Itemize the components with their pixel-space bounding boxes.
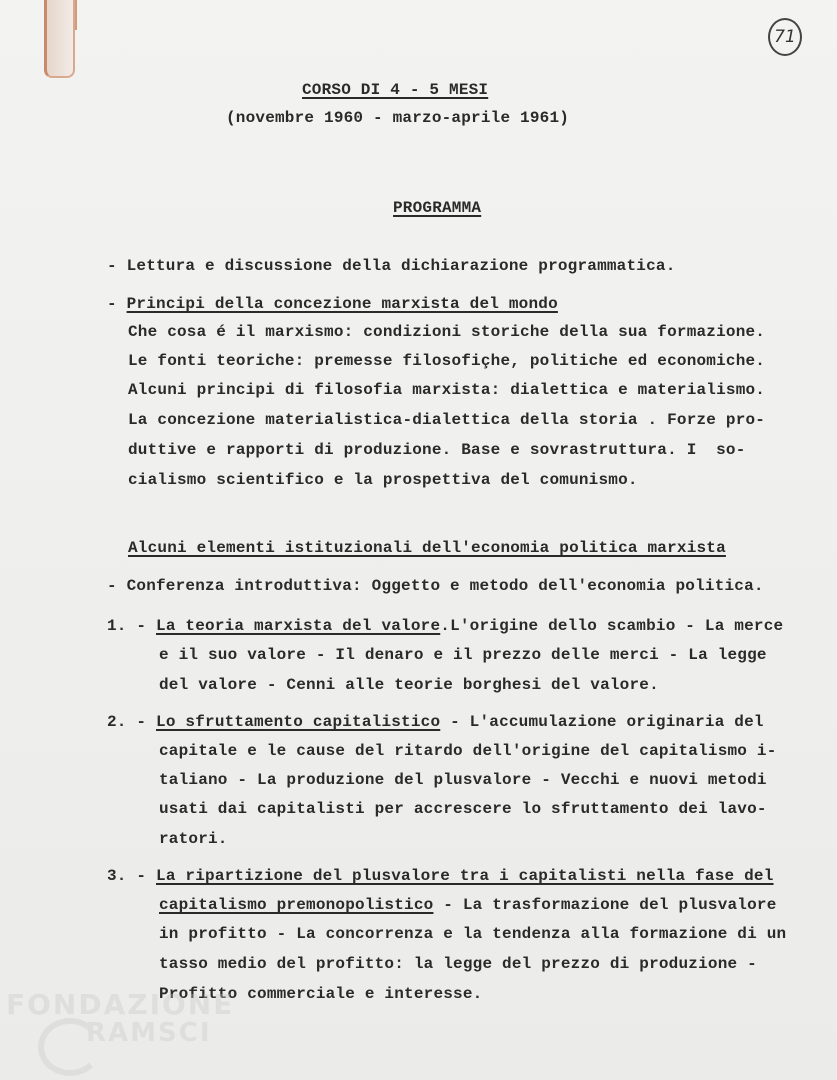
point2-line: taliano - La produzione del plusvalore - Vecchi e nuovi metodi — [159, 771, 767, 789]
list-item: - Lettura e discussione della dichiarazione programmatica. — [107, 257, 676, 275]
point2-first-line — [107, 712, 764, 732]
point3-first-line — [107, 866, 774, 886]
dash: - — [107, 295, 127, 313]
point1-line: del valore - Cenni alle teorie borghesi del valore. — [159, 676, 659, 694]
point3-title: La ripartizione del plusvalore tra i capitalisti nella fase del — [156, 867, 774, 885]
point1-text: .L'origine dello scambio - La merce — [440, 617, 784, 635]
point3-number: 3. - — [107, 867, 157, 885]
course-title: CORSO DI 4 - 5 MESI — [302, 81, 489, 99]
point1-first-line — [107, 616, 783, 636]
point2-line: capitale e le cause del ritardo dell'origine del capitalismo i- — [159, 742, 777, 760]
course-dates: (novembre 1960 - marzo-aprile 1961) — [226, 109, 570, 127]
section1-line: La concezione materialistica-dialettica della storia . Forze pro- — [128, 411, 766, 429]
point3-second-line — [159, 895, 777, 915]
point2-text: - L'accumulazione originaria del — [440, 713, 764, 731]
fondazione-gramsci-watermark — [6, 988, 235, 1068]
watermark-line1: FONDAZIONE — [6, 988, 235, 1021]
point2-number: 2. - — [107, 713, 157, 731]
section1-line: duttive e rapporti di produzione. Base e sovrastruttura. I so- — [128, 441, 746, 459]
section1-line: Che cosa é il marxismo: condizioni storiche della sua formazione. — [128, 323, 766, 341]
section1-title: Principi della concezione marxista del mondo — [126, 295, 558, 313]
intro-conference: - Conferenza introduttiva: Oggetto e metodo dell'economia politica. — [107, 577, 764, 595]
section1-heading-line — [107, 294, 558, 314]
point1-line: e il suo valore - Il denaro e il prezzo delle merci - La legge — [159, 646, 767, 664]
point3-text: - La trasformazione del plusvalore — [433, 896, 777, 914]
page-number: 71 — [768, 18, 802, 56]
point2-title: Lo sfruttamento capitalistico — [156, 713, 441, 731]
programma-heading: PROGRAMMA — [393, 199, 482, 217]
point2-line: ratori. — [159, 830, 228, 848]
section1-line: cialismo scientifico e la prospettiva del comunismo. — [128, 471, 638, 489]
point3-title-cont: capitalismo premonopolistico — [159, 896, 434, 914]
watermark-line2: RAMSCI — [86, 1018, 212, 1048]
point1-title: La teoria marxista del valore — [156, 617, 441, 635]
point1-number: 1. - — [107, 617, 157, 635]
point2-line: usati dai capitalisti per accrescere lo sfruttamento dei lavo- — [159, 800, 767, 818]
point3-line: in profitto - La concorrenza e la tendenza alla formazione di un — [159, 925, 787, 943]
staple-mark — [44, 0, 75, 78]
point3-line: Profitto commerciale e interesse. — [159, 985, 483, 1003]
point3-line: tasso medio del profitto: la legge del prezzo di produzione - — [159, 955, 757, 973]
section1-line: Le fonti teoriche: premesse filosofiçhe, politiche ed economiche. — [128, 352, 766, 370]
section1-line: Alcuni principi di filosofia marxista: dialettica e materialismo. — [128, 381, 766, 399]
section2-title: Alcuni elementi istituzionali dell'economia politica marxista — [128, 539, 726, 557]
